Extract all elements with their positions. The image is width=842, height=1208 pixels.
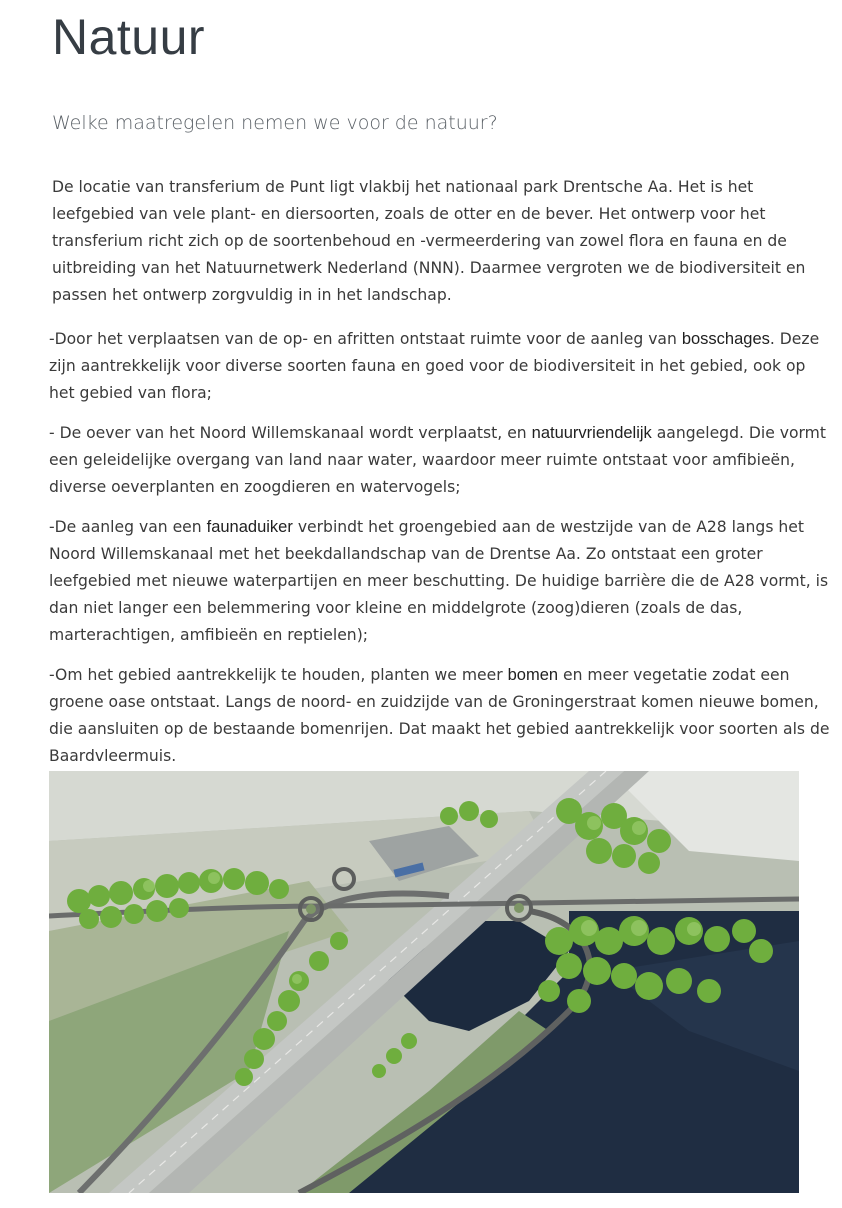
measure-highlight: faunaduiker: [206, 518, 293, 536]
measure-text: verbindt het groengebied aan de westzijde van de A28 langs het Noord Willemskanaal met het beekdallandschap van de Drentse Aa. Zo ontstaat een groter leefgebied met nieuwe waterpartijen en meer beschutting. De huidige barrière die de A28 vormt, is dan niet langer een belemmering voor kleine en middelgrote (zoog)dieren (zoals de das, marterachtigen, amfibieën en reptielen);: [49, 518, 829, 644]
measures-list: [49, 326, 834, 783]
measure-text: -Door het verplaatsen van de op- en afritten ontstaat ruimte voor de aanleg van: [49, 330, 682, 348]
measure-text: -De aanleg van een: [49, 518, 207, 536]
measure-item: [49, 420, 834, 501]
measure-text: -Om het gebied aantrekkelijk te houden, planten we meer: [49, 666, 508, 684]
measure-highlight: bomen: [507, 666, 559, 684]
measure-highlight: bosschages: [681, 330, 770, 348]
measure-text: - De oever van het Noord Willemskanaal wordt verplaatst, en: [49, 424, 532, 442]
measure-item: [49, 326, 834, 407]
measure-highlight: natuurvriendelijk: [531, 424, 652, 442]
measure-text: en meer vegetatie zodat een groene oase ontstaat. Langs de noord- en zuidzijde van de Groningerstraat komen nieuwe bomen, die aansluiten op de bestaande bomenrijen. Dat maakt het gebied aantrekkelijk voor soorten als de Baardvleermuis.: [49, 666, 830, 765]
measure-text: aangelegd. Die vormt een geleidelijke overgang van land naar water, waardoor meer ruimte ontstaat voor amfibieën, diverse oeverplanten en zoogdieren en watervogels;: [49, 424, 826, 496]
aerial-render-image: [49, 771, 799, 1193]
intro-paragraph: De locatie van transferium de Punt ligt vlakbij het nationaal park Drentsche Aa. Het is het leefgebied van vele plant- en diersoorten, zoals de otter en de bever. Het ontwerp voor het transferium richt zich op de soortenbehoud en -vermeerdering van zowel flora en fauna en de uitbreiding van het Natuurnetwerk Nederland (NNN). Daarmee vergroten we de biodiversiteit en passen het ontwerp zorgvuldig in in het landschap.: [52, 178, 806, 304]
measure-text: . Deze zijn aantrekkelijk voor diverse soorten fauna en goed voor de biodiversiteit in het gebied, ook op het gebied van flora;: [49, 330, 820, 402]
page-title: Natuur: [52, 9, 206, 65]
section-subtitle: Welke maatregelen nemen we voor de natuur?: [52, 112, 498, 134]
measure-item: [49, 662, 834, 770]
measure-item: [49, 514, 834, 649]
